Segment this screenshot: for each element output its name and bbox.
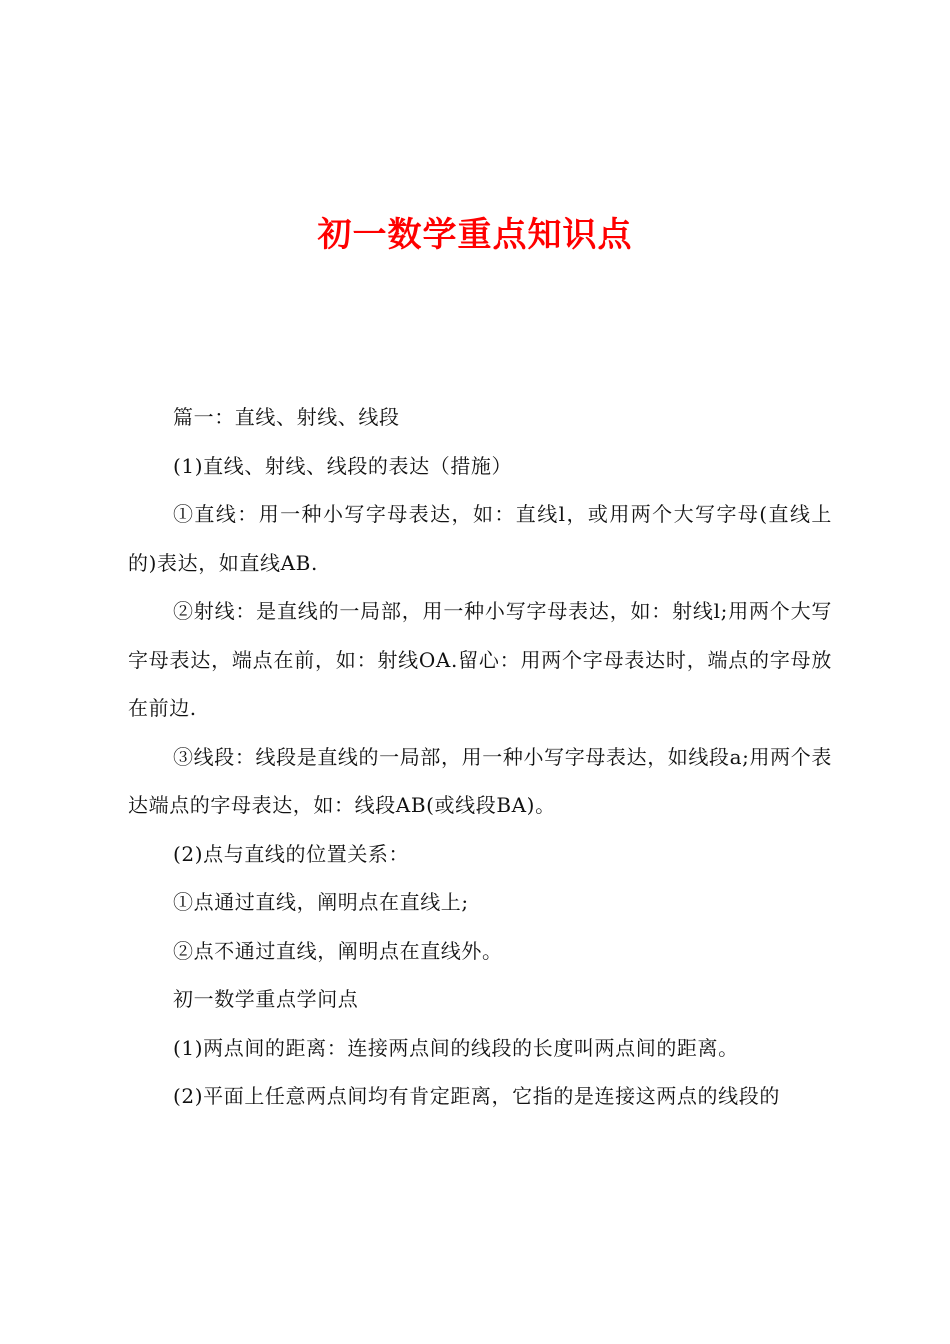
paragraph: ①直线：用一种小写字母表达，如：直线l，或用两个大写字母(直线上的)表达，如直线AB. — [128, 502, 832, 575]
paragraph: (1)两点间的距离：连接两点间的线段的长度叫两点间的距离。 — [173, 1035, 739, 1060]
paragraph: ②射线：是直线的一局部，用一种小写字母表达，如：射线l;用两个大写字母表达，端点在前，如：射线OA.留心：用两个字母表达时，端点的字母放在前边. — [128, 599, 832, 720]
section-heading: 初一数学重点学问点 — [173, 987, 359, 1011]
section-heading: 篇一：直线、射线、线段 — [173, 405, 400, 429]
document-title: 初一数学重点知识点 — [317, 215, 633, 255]
paragraph: ②点不通过直线，阐明点在直线外。 — [173, 938, 503, 963]
document-body — [128, 393, 832, 1121]
paragraph: ③线段：线段是直线的一局部，用一种小写字母表达，如线段a;用两个表达端点的字母表达，如：线段AB(或线段BA)。 — [128, 744, 832, 817]
paragraph: (2)点与直线的位置关系： — [173, 841, 410, 866]
paragraph: (1)直线、射线、线段的表达（措施） — [173, 453, 513, 478]
paragraph: (2)平面上任意两点间均有肯定距离，它指的是连接这两点的线段的 — [173, 1084, 780, 1108]
paragraph: ①点通过直线，阐明点在直线上; — [173, 890, 469, 914]
